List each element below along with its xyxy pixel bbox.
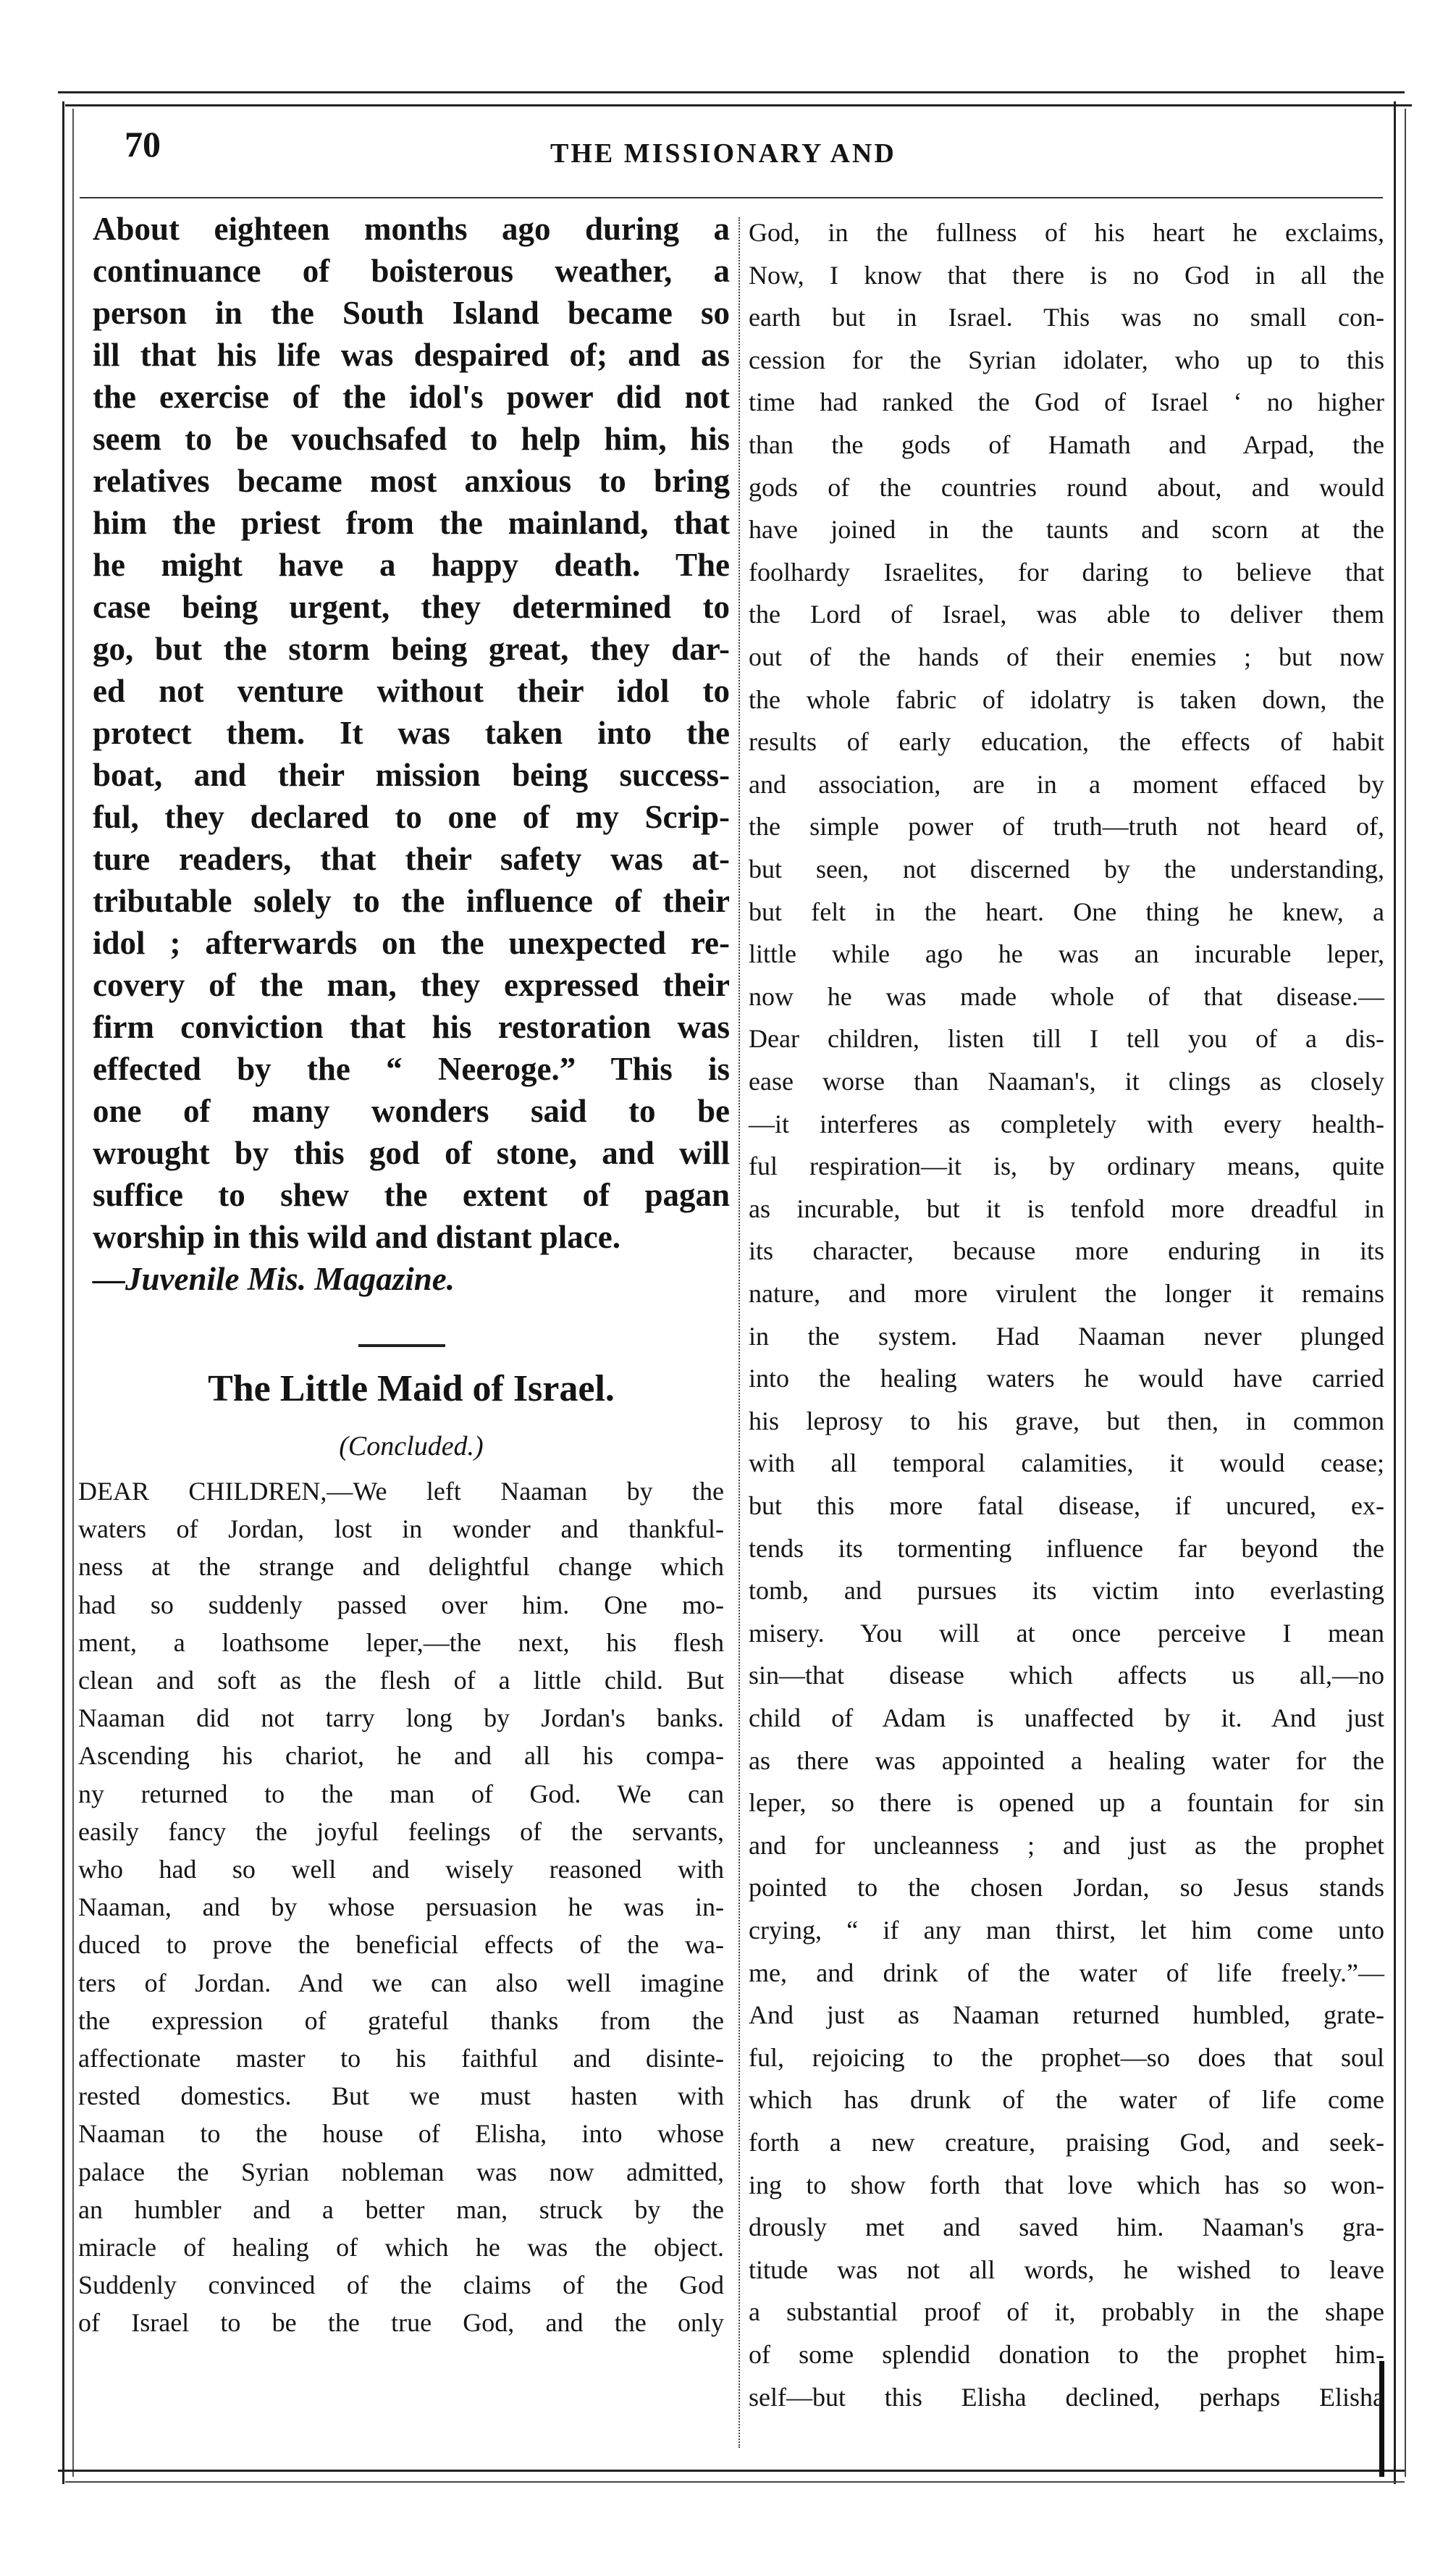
text-line: with all temporal calamities, it would cease;: [749, 1448, 1384, 1478]
text-line: sin—that disease which affects us all,—no: [749, 1661, 1384, 1690]
text-line: ing to show forth that love which has so won-: [749, 2170, 1384, 2199]
text-line: God, in the fullness of his heart he exclaims,: [749, 218, 1384, 247]
text-line: into the healing waters he would have carried: [749, 1364, 1384, 1393]
text-line: tributable solely to the influence of their: [93, 883, 730, 919]
text-line: About eighteen months ago during a: [93, 211, 730, 247]
text-line: rested domestics. But we must hasten with: [78, 2081, 724, 2111]
text-line: as there was appointed a healing water for the: [749, 1745, 1384, 1775]
text-line: And just as Naaman returned humbled, grate-: [749, 2000, 1384, 2030]
text-line: and association, are in a moment effaced by: [749, 769, 1384, 799]
text-line: go, but the storm being great, they dar-: [93, 631, 730, 667]
page-border-right: [1394, 101, 1396, 2484]
text-line: ny returned to the man of God. We can: [78, 1779, 724, 1808]
text-line: firm conviction that his restoration was: [93, 1009, 730, 1045]
text-line: me, and drink of the water of life freely.”—: [749, 1958, 1384, 1987]
text-line: its character, because more enduring in its: [749, 1236, 1384, 1266]
text-line: idol ; afterwards on the unexpected re-: [93, 925, 730, 961]
page-number: 70: [125, 124, 161, 164]
text-line: Naaman did not tarry long by Jordan's banks.: [78, 1703, 724, 1733]
page-border-left: [62, 101, 64, 2484]
text-line: case being urgent, they determined to: [93, 589, 730, 625]
text-line: as incurable, but it is tenfold more dreadful in: [749, 1194, 1384, 1223]
text-line: DEAR CHILDREN,—We left Naaman by the: [78, 1477, 724, 1506]
text-line: pointed to the chosen Jordan, so Jesus stands: [749, 1873, 1384, 1903]
text-line: which has drunk of the water of life come: [749, 2085, 1384, 2115]
text-line: one of many wonders said to be: [93, 1093, 730, 1129]
text-line: ful respiration—it is, by ordinary means, quite: [749, 1152, 1384, 1181]
running-title: THE MISSIONARY AND: [550, 138, 896, 169]
text-line: waters of Jordan, lost in wonder and thankful-: [78, 1514, 724, 1544]
text-line: seem to be vouchsafed to help him, his: [93, 421, 730, 457]
text-line: in the system. Had Naaman never plunged: [749, 1321, 1384, 1351]
text-line: Naaman, and by whose persuasion he was in-: [78, 1892, 724, 1922]
text-line: ters of Jordan. And we can also well imagine: [78, 1968, 724, 1997]
text-line: Naaman to the house of Elisha, into whose: [78, 2119, 724, 2149]
page-border-top: [58, 91, 1405, 93]
text-line: wrought by this god of stone, and will: [93, 1135, 730, 1171]
text-line: affectionate master to his faithful and disinte-: [78, 2044, 724, 2073]
text-line: an humbler and a better man, struck by the: [78, 2194, 724, 2224]
text-line: of some splendid donation to the prophet him-: [749, 2340, 1384, 2369]
text-line: the whole fabric of idolatry is taken down, the: [749, 684, 1384, 714]
text-line: ill that his life was despaired of; and as: [93, 337, 730, 373]
header-rule: [80, 197, 1383, 198]
text-line: the Lord of Israel, was able to deliver them: [749, 600, 1384, 629]
text-line: ed not venture without their idol to: [93, 673, 730, 709]
text-line: gods of the countries round about, and would: [749, 472, 1384, 502]
text-line: easily fancy the joyful feelings of the servants,: [78, 1816, 724, 1846]
text-line: ment, a loathsome leper,—the next, his flesh: [78, 1627, 724, 1657]
text-line: Suddenly convinced of the claims of the God: [78, 2270, 724, 2300]
text-line: of Israel to be the true God, and the only: [78, 2308, 724, 2338]
text-line: tomb, and pursues its victim into everlasting: [749, 1576, 1384, 1606]
text-line: self—but this Elisha declined, perhaps Elisha: [749, 2382, 1384, 2412]
text-line: who had so well and wisely reasoned with: [78, 1855, 724, 1884]
text-line: Ascending his chariot, he and all his compa-: [78, 1741, 724, 1771]
text-line: the simple power of truth—truth not heard of,: [749, 812, 1384, 842]
page-border-top-inner: [65, 104, 1412, 106]
text-line: —Juvenile Mis. Magazine.: [93, 1261, 455, 1297]
text-line: ful, rejoicing to the prophet—so does that soul: [749, 2042, 1384, 2072]
text-line: titude was not all words, he wished to leave: [749, 2255, 1384, 2284]
text-line: a substantial proof of it, probably in the shape: [749, 2297, 1384, 2327]
text-line: had so suddenly passed over him. One mo-: [78, 1590, 724, 1619]
text-line: leper, so there is opened up a fountain for sin: [749, 1788, 1384, 1818]
text-line: effected by the “ Neeroge.” This is: [93, 1051, 730, 1087]
text-line: misery. You will at once perceive I mean: [749, 1618, 1384, 1648]
text-line: now he was made whole of that disease.—: [749, 981, 1384, 1011]
text-line: than the gods of Hamath and Arpad, the: [749, 430, 1384, 459]
text-line: his leprosy to his grave, but then, in common: [749, 1406, 1384, 1435]
text-line: boat, and their mission being success-: [93, 757, 730, 793]
text-line: relatives became most anxious to bring: [93, 463, 730, 499]
text-line: covery of the man, they expressed their: [93, 967, 730, 1003]
article-subtitle: (Concluded.): [339, 1431, 484, 1461]
text-line: the exercise of the idol's power did not: [93, 379, 730, 415]
text-line: out of the hands of their enemies ; but now: [749, 642, 1384, 671]
text-line: but felt in the heart. One thing he knew, a: [749, 897, 1384, 926]
text-line: —it interferes as completely with every health-: [749, 1109, 1384, 1138]
text-line: palace the Syrian nobleman was now admitted,: [78, 2157, 724, 2186]
text-line: worship in this wild and distant place.: [93, 1219, 620, 1255]
text-line: earth but in Israel. This was no small con-: [749, 303, 1384, 332]
page-border-right-outer: [1405, 109, 1406, 2477]
text-line: ful, they declared to one of my Scrip-: [93, 799, 730, 835]
text-line: time had ranked the God of Israel ‘ no higher: [749, 387, 1384, 417]
text-line: miracle of healing of which he was the object.: [78, 2233, 724, 2262]
text-line: but seen, not discerned by the understanding,: [749, 855, 1384, 884]
text-line: the expression of grateful thanks from the: [78, 2005, 724, 2035]
text-line: ness at the strange and delightful change which: [78, 1552, 724, 1582]
text-line: but this more fatal disease, if uncured, ex-: [749, 1491, 1384, 1520]
text-line: crying, “ if any man thirst, let him come unto: [749, 1916, 1384, 1945]
text-line: duced to prove the beneficial effects of the wa-: [78, 1930, 724, 1960]
text-line: continuance of boisterous weather, a: [93, 253, 730, 289]
page-border-bottom: [58, 2470, 1405, 2472]
text-line: ture readers, that their safety was at-: [93, 841, 730, 877]
page-border-left-inner: [72, 109, 74, 2477]
text-line: child of Adam is unaffected by it. And just: [749, 1703, 1384, 1732]
text-line: him the priest from the mainland, that: [93, 505, 730, 541]
text-line: and for uncleanness ; and just as the prophet: [749, 1830, 1384, 1860]
text-line: nature, and more virulent the longer it remains: [749, 1279, 1384, 1308]
text-line: Now, I know that there is no God in all the: [749, 260, 1384, 290]
text-line: little while ago he was an incurable leper,: [749, 939, 1384, 969]
text-line: drously met and saved him. Naaman's gra-: [749, 2213, 1384, 2242]
column-divider: [738, 217, 740, 2448]
text-line: ease worse than Naaman's, it clings as closely: [749, 1067, 1384, 1096]
text-line: clean and soft as the flesh of a little child. But: [78, 1666, 724, 1695]
text-line: forth a new creature, praising God, and seek-: [749, 2128, 1384, 2157]
text-line: foolhardy Israelites, for daring to believe that: [749, 557, 1384, 587]
text-line: he might have a happy death. The: [93, 547, 730, 583]
text-line: protect them. It was taken into the: [93, 715, 730, 751]
text-line: cession for the Syrian idolater, who up to this: [749, 345, 1384, 374]
section-separator: [358, 1344, 445, 1347]
text-line: person in the South Island became so: [93, 295, 730, 331]
text-line: Dear children, listen till I tell you of a dis-: [749, 1024, 1384, 1054]
text-line: results of early education, the effects of habit: [749, 727, 1384, 757]
article-title: The Little Maid of Israel.: [208, 1368, 615, 1409]
text-line: suffice to shew the extent of pagan: [93, 1177, 730, 1213]
page-border-bottom-outer: [65, 2481, 1405, 2483]
text-line: tends its tormenting influence far beyond the: [749, 1533, 1384, 1563]
text-line: have joined in the taunts and scorn at the: [749, 515, 1384, 545]
